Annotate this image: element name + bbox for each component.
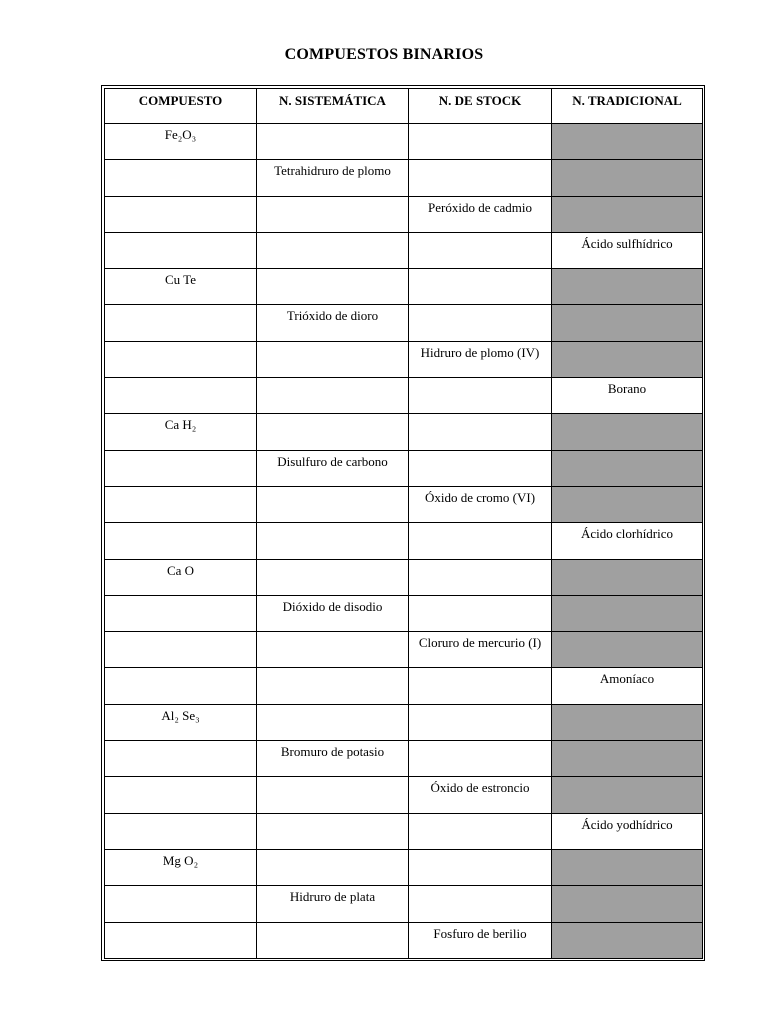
- cell-stock[interactable]: Fosfuro de berilio: [409, 922, 552, 958]
- cell-stock[interactable]: [409, 269, 552, 305]
- cell-tradicional[interactable]: [552, 849, 703, 885]
- cell-stock[interactable]: [409, 450, 552, 486]
- cell-sistematica[interactable]: [257, 196, 409, 232]
- cell-tradicional[interactable]: [552, 777, 703, 813]
- cell-compuesto[interactable]: [105, 160, 257, 196]
- table-row: [105, 160, 703, 196]
- cell-sistematica[interactable]: Dióxido de disodio: [257, 595, 409, 631]
- table-row: [105, 269, 703, 305]
- cell-stock[interactable]: Cloruro de mercurio (I): [409, 632, 552, 668]
- table-row: [105, 668, 703, 704]
- table-row: [105, 486, 703, 522]
- cell-tradicional[interactable]: [552, 559, 703, 595]
- cell-compuesto[interactable]: [105, 523, 257, 559]
- cell-compuesto[interactable]: [105, 196, 257, 232]
- cell-compuesto[interactable]: [105, 668, 257, 704]
- cell-compuesto[interactable]: Mg O₂: [105, 849, 257, 885]
- table-body: [105, 124, 703, 959]
- table-row: [105, 632, 703, 668]
- cell-stock[interactable]: [409, 886, 552, 922]
- cell-stock[interactable]: [409, 523, 552, 559]
- header-compuesto: COMPUESTO: [105, 89, 257, 124]
- cell-tradicional[interactable]: [552, 305, 703, 341]
- cell-sistematica[interactable]: Hidruro de plata: [257, 886, 409, 922]
- page-title: COMPUESTOS BINARIOS: [284, 46, 484, 63]
- cell-sistematica[interactable]: [257, 704, 409, 740]
- cell-tradicional[interactable]: [552, 269, 703, 305]
- table-row: [105, 849, 703, 885]
- cell-sistematica[interactable]: Bromuro de potasio: [257, 741, 409, 777]
- cell-compuesto[interactable]: [105, 232, 257, 268]
- cell-tradicional[interactable]: [552, 486, 703, 522]
- cell-sistematica[interactable]: Trióxido de dioro: [257, 305, 409, 341]
- cell-tradicional[interactable]: [552, 704, 703, 740]
- header-sistematica: N. SISTEMÁTICA: [257, 89, 409, 124]
- cell-tradicional[interactable]: [552, 450, 703, 486]
- cell-stock[interactable]: [409, 160, 552, 196]
- cell-compuesto[interactable]: [105, 378, 257, 414]
- table-row: [105, 777, 703, 813]
- cell-sistematica[interactable]: [257, 777, 409, 813]
- table-row: [105, 305, 703, 341]
- cell-stock[interactable]: Óxido de cromo (VI): [409, 486, 552, 522]
- table-row: [105, 886, 703, 922]
- cell-tradicional[interactable]: [552, 341, 703, 377]
- cell-compuesto[interactable]: [105, 886, 257, 922]
- table-row: [105, 704, 703, 740]
- cell-sistematica[interactable]: [257, 269, 409, 305]
- table-row: [105, 232, 703, 268]
- compounds-table: [104, 88, 703, 959]
- cell-tradicional[interactable]: Ácido clorhídrico: [552, 523, 703, 559]
- cell-tradicional[interactable]: [552, 632, 703, 668]
- cell-compuesto[interactable]: [105, 305, 257, 341]
- table-row: [105, 595, 703, 631]
- header-row: [105, 89, 703, 124]
- cell-compuesto[interactable]: [105, 922, 257, 958]
- cell-sistematica[interactable]: [257, 668, 409, 704]
- cell-tradicional[interactable]: Borano: [552, 378, 703, 414]
- cell-compuesto[interactable]: [105, 486, 257, 522]
- cell-sistematica[interactable]: [257, 632, 409, 668]
- cell-compuesto[interactable]: [105, 595, 257, 631]
- table-row: [105, 922, 703, 958]
- table-row: [105, 813, 703, 849]
- cell-stock[interactable]: Peróxido de cadmio: [409, 196, 552, 232]
- cell-sistematica[interactable]: [257, 414, 409, 450]
- table-row: [105, 378, 703, 414]
- cell-tradicional[interactable]: Ácido sulfhídrico: [552, 232, 703, 268]
- table-row: [105, 559, 703, 595]
- table-row: [105, 124, 703, 160]
- cell-compuesto[interactable]: Cu Te: [105, 269, 257, 305]
- cell-stock[interactable]: [409, 305, 552, 341]
- cell-compuesto[interactable]: [105, 777, 257, 813]
- cell-compuesto[interactable]: Fe₂O₃: [105, 124, 257, 160]
- cell-stock[interactable]: [409, 704, 552, 740]
- cell-stock[interactable]: [409, 378, 552, 414]
- cell-compuesto[interactable]: Al₂ Se₃: [105, 704, 257, 740]
- cell-tradicional[interactable]: [552, 124, 703, 160]
- cell-stock[interactable]: Hidruro de plomo (IV): [409, 341, 552, 377]
- table-row: [105, 196, 703, 232]
- cell-sistematica[interactable]: [257, 922, 409, 958]
- cell-sistematica[interactable]: [257, 232, 409, 268]
- cell-compuesto[interactable]: Ca H₂: [105, 414, 257, 450]
- cell-tradicional[interactable]: [552, 741, 703, 777]
- cell-tradicional[interactable]: Ácido yodhídrico: [552, 813, 703, 849]
- cell-compuesto[interactable]: [105, 341, 257, 377]
- table-frame: [101, 85, 705, 961]
- cell-tradicional[interactable]: Amoníaco: [552, 668, 703, 704]
- cell-stock[interactable]: [409, 668, 552, 704]
- cell-sistematica[interactable]: [257, 486, 409, 522]
- cell-stock[interactable]: [409, 741, 552, 777]
- cell-tradicional[interactable]: [552, 886, 703, 922]
- cell-tradicional[interactable]: [552, 196, 703, 232]
- cell-tradicional[interactable]: [552, 922, 703, 958]
- cell-stock[interactable]: [409, 813, 552, 849]
- table-row: [105, 414, 703, 450]
- cell-tradicional[interactable]: [552, 595, 703, 631]
- cell-sistematica[interactable]: [257, 378, 409, 414]
- cell-stock[interactable]: [409, 849, 552, 885]
- header-stock: N. DE STOCK: [409, 89, 552, 124]
- cell-sistematica[interactable]: [257, 813, 409, 849]
- cell-tradicional[interactable]: [552, 414, 703, 450]
- cell-compuesto[interactable]: Ca O: [105, 559, 257, 595]
- cell-sistematica[interactable]: [257, 523, 409, 559]
- cell-sistematica[interactable]: [257, 124, 409, 160]
- cell-stock[interactable]: [409, 124, 552, 160]
- cell-compuesto[interactable]: [105, 813, 257, 849]
- cell-sistematica[interactable]: [257, 559, 409, 595]
- cell-compuesto[interactable]: [105, 632, 257, 668]
- cell-stock[interactable]: Óxido de estroncio: [409, 777, 552, 813]
- cell-stock[interactable]: [409, 595, 552, 631]
- cell-compuesto[interactable]: [105, 741, 257, 777]
- cell-sistematica[interactable]: [257, 849, 409, 885]
- cell-sistematica[interactable]: Tetrahidruro de plomo: [257, 160, 409, 196]
- cell-sistematica[interactable]: [257, 341, 409, 377]
- table-row: [105, 450, 703, 486]
- header-tradicional: N. TRADICIONAL: [552, 89, 703, 124]
- table-row: [105, 741, 703, 777]
- cell-stock[interactable]: [409, 232, 552, 268]
- table-row: [105, 523, 703, 559]
- cell-stock[interactable]: [409, 559, 552, 595]
- table-row: [105, 341, 703, 377]
- cell-stock[interactable]: [409, 414, 552, 450]
- cell-tradicional[interactable]: [552, 160, 703, 196]
- cell-compuesto[interactable]: [105, 450, 257, 486]
- cell-sistematica[interactable]: Disulfuro de carbono: [257, 450, 409, 486]
